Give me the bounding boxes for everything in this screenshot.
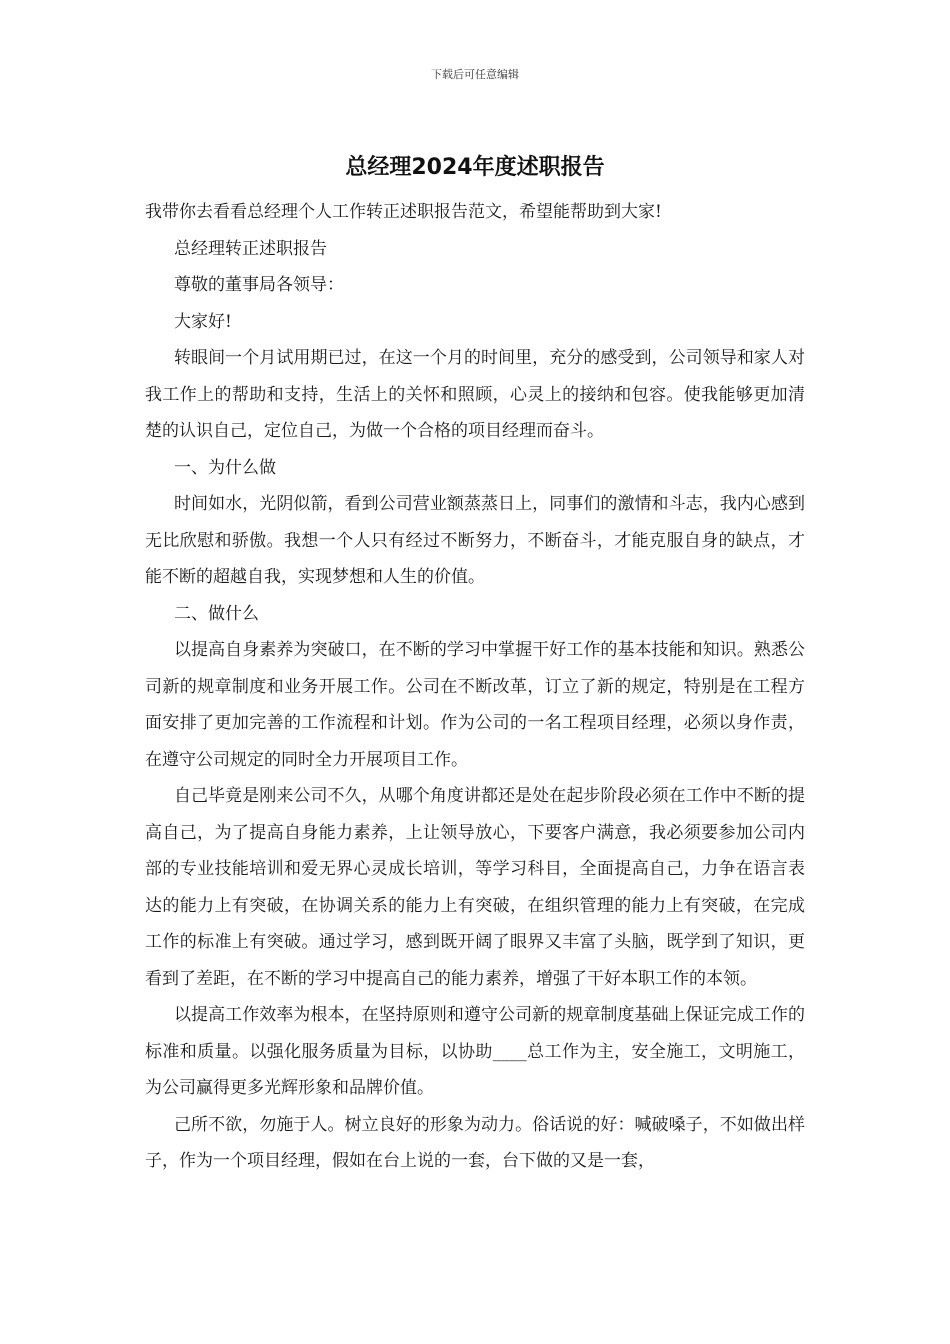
paragraph: 大家好! — [174, 311, 232, 332]
paragraph: 时间如水，光阴似箭，看到公司营业额蒸蒸日上，同事们的激情和斗志，我内心感到无比欣慰和骄傲。我想一个人只有经过不断努力，不断奋斗，才能克服自身的缺点，才能不断的超越自我，实现梦想和人生的价值。 — [145, 494, 805, 587]
paragraph: 以提高自身素养为突破口，在不断的学习中掌握干好工作的基本技能和知识。熟悉公司新的规章制度和业务开展工作。公司在不断改革，订立了新的规定，特别是在工程方面安排了更加完善的工作流程和计划。作为公司的一名工程项目经理，必须以身作责，在遵守公司规定的同时全力开展项目工作。 — [145, 640, 805, 770]
document-title: 总经理2024年度述职报告 — [345, 155, 605, 180]
header-note: 下载后可任意编辑 — [431, 68, 519, 81]
section-heading: 一、为什么做 — [174, 457, 276, 478]
paragraph: 尊敬的董事局各领导： — [174, 275, 344, 295]
document-body — [145, 194, 805, 1180]
section-heading: 二、做什么 — [174, 603, 259, 624]
paragraph: 总经理转正述职报告 — [174, 238, 327, 259]
paragraph: 以提高工作效率为根本，在坚持原则和遵守公司新的规章制度基础上保证完成工作的标准和质量。以强化服务质量为目标，以协助____总工作为主，安全施工，文明施工，为公司赢得更多光辉形象和品牌价值。 — [145, 1005, 805, 1098]
paragraph: 转眼间一个月试用期已过，在这一个月的时间里，充分的感受到，公司领导和家人对我工作上的帮助和支持，生活上的关怀和照顾，心灵上的接纳和包容。使我能够更加清楚的认识自己，定位自己，为做一个合格的项目经理而奋斗。 — [145, 348, 805, 441]
paragraph: 我带你去看看总经理个人工作转正述职报告范文，希望能帮助到大家! — [145, 202, 662, 222]
paragraph: 自己毕竟是刚来公司不久，从哪个角度讲都还是处在起步阶段必须在工作中不断的提高自己，为了提高自身能力素养，上让领导放心，下要客户满意，我必须要参加公司内部的专业技能培训和爱无界心灵成长培训，等学习科目，全面提高自己，力争在语言表达的能力上有突破，在协调关系的能力上有突破，在组织管理的能力上有突破，在完成工作的标准上有突破。通过学习，感到既开阔了眼界又丰富了头脑，既学到了知识，更看到了差距，在不断的学习中提高自己的能力素养，增强了干好本职工作的本领。 — [145, 786, 805, 989]
paragraph: 己所不欲，勿施于人。树立良好的形象为动力。俗话说的好：喊破嗓子，不如做出样子，作为一个项目经理，假如在台上说的一套，台下做的又是一套， — [145, 1114, 805, 1171]
